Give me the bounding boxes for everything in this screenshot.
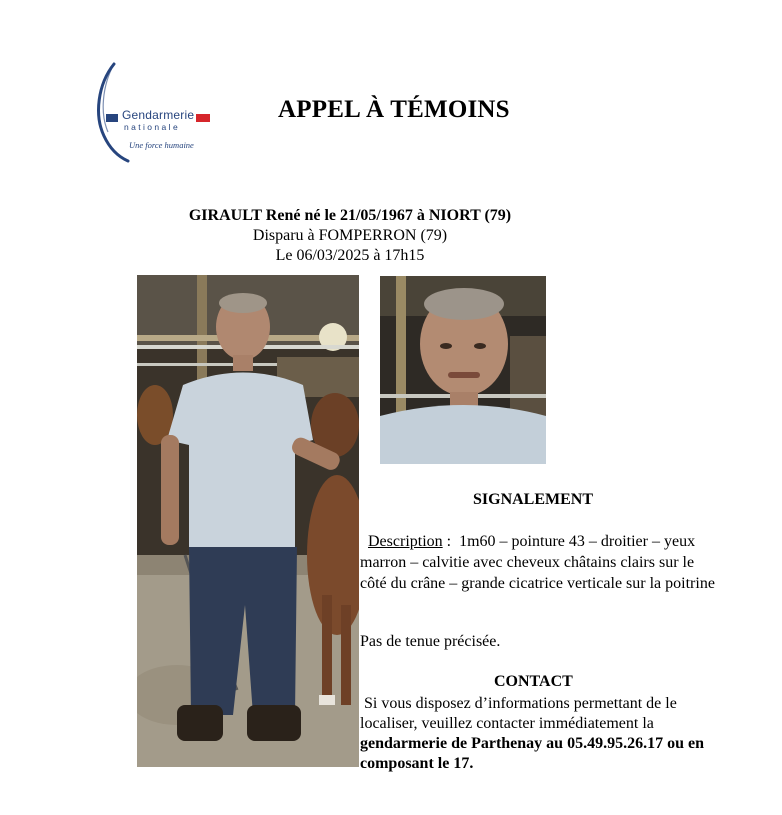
contact-title: CONTACT	[494, 673, 573, 690]
portrait-photo	[380, 276, 546, 464]
logo-subtitle: nationale	[124, 122, 181, 132]
contact-text: Si vous disposez d’informations permettant de le localiser, veuillez contacter immédiatement la	[360, 695, 677, 732]
disappearance-date: Le 06/03/2025 à 17h15	[275, 247, 425, 264]
contact-phone: gendarmerie de Parthenay au 05.49.95.26.17 ou en composant le 17.	[360, 735, 704, 772]
clothing-note: Pas de tenue précisée.	[360, 633, 501, 650]
contact-paragraph	[360, 694, 705, 774]
full-body-photo	[137, 275, 359, 767]
description-label: Description	[368, 533, 443, 550]
full-body-photo-image	[137, 275, 359, 767]
disappearance-place: Disparu à FOMPERRON (79)	[252, 227, 448, 244]
gendarmerie-logo	[92, 60, 220, 168]
portrait-photo-image	[380, 276, 546, 464]
logo-name: Gendarmerie	[122, 108, 195, 122]
page-title: APPEL À TÉMOINS	[278, 96, 510, 123]
description-text: 1m60 – pointure 43 – droitier – yeux marron – calvitie avec cheveux châtains clairs sur le côté du crâne – grande cicatrice verticale sur la poitrine	[360, 533, 715, 592]
logo-motto: Une force humaine	[129, 140, 194, 150]
identity-block	[150, 206, 550, 266]
signalement-title: SIGNALEMENT	[473, 491, 594, 508]
person-identity: GIRAULT René né le 21/05/1967 à NIORT (79)	[188, 207, 512, 224]
logo-text	[122, 109, 232, 152]
description-paragraph: Description : 1m60 – pointure 43 – droitier – yeux marron – calvitie avec cheveux châtains clairs sur le côté du crâne – grande cicatrice verticale sur la poitrine	[360, 533, 715, 592]
